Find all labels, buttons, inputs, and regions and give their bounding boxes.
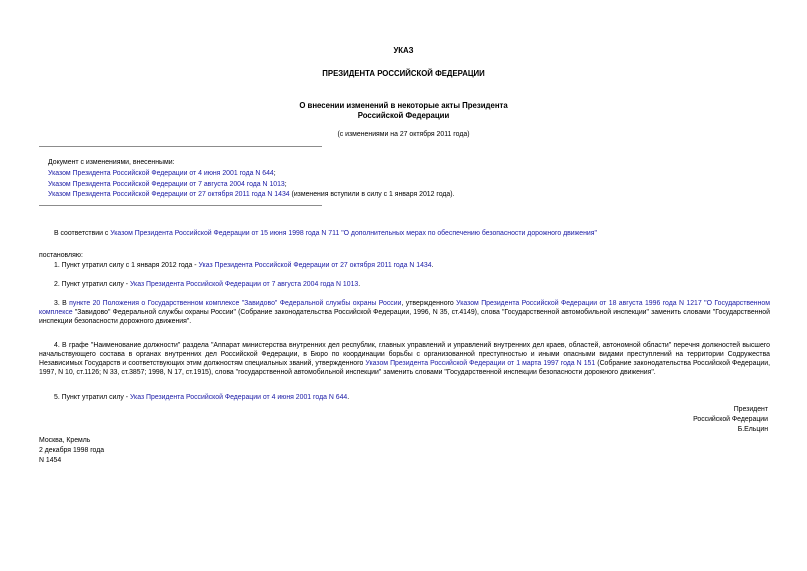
- divider-bottom: [39, 205, 322, 206]
- changes-intro: Документ с изменениями, внесенными:: [48, 159, 175, 166]
- paragraph-2: 2. Пункт утратил силу - Указ Президента Российской Федерации от 7 августа 2004 года N 1013.: [54, 281, 361, 288]
- paragraph-1: 1. Пункт утратил силу с 1 января 2012 года - Указ Президента Российской Федерации от 27 октября 2011 года N 1434.: [54, 262, 434, 269]
- paragraph-3-link-1[interactable]: пункте 20 Положения о Государственном комплексе "Завидово" Федеральной службы охраны России: [69, 300, 402, 307]
- subject-line-1: О внесении изменений в некоторые акты Президента: [299, 101, 508, 110]
- decree-heading: УКАЗ: [393, 46, 414, 55]
- paragraph-5-link[interactable]: Указ Президента Российской Федерации от 4 июня 2001 года N 644: [129, 394, 348, 401]
- paragraph-3: 3. В пункте 20 Положения о Государственном комплексе "Завидово" Федеральной службы охраны России, утвержденного Указом Президента Российской Федерации от 18 августа 1996 года N 1217 "О Государственном комплексе "Завидово" Федеральной службы охраны России" (Собрание законодательства Российской Федерации, 1996, N 35, ст.4149), слова "Государственной автомобильной инспекции" заменить словами "Государственной инспекции безопасности дорожного движения".: [39, 300, 770, 325]
- decree-number: N 1454: [39, 457, 62, 464]
- preamble: В соответствии с Указом Президента Российской Федерации от 15 июня 1998 года N 711 "О дополнительных мерах по обеспечению безопасности дорожного движения": [54, 230, 597, 237]
- signing-date: 2 декабря 1998 года: [39, 447, 105, 454]
- subject-line-2: Российской Федерации: [357, 111, 450, 120]
- paragraph-4: 4. В графе "Наименование должности" раздела "Аппарат министерства внутренних дел республик, главных управлений и управлений внутренних дел краев, областей, автономной области" перечня должностей высшего начальствующего состава в органах внутренних дел Российской Федерации, в Бюро по координации борьбы с организованной преступностью и иными опасными видами преступлений на территории Содружества Независимых Государств и соответствующих этим должностям специальных званий, утвержденного Указом Президента Российской Федерации от 1 марта 1997 года N 151 (Собрание законодательства Российской Федерации, 1997, N 10, ст.1126; N 33, ст.3857; 1998, N 17, ст.1915), слова "государственной автомобильной инспекции" заменить словами "Государственной инспекции безопасности дорожного движения".: [39, 342, 771, 376]
- paragraph-3-link-2[interactable]: Указом Президента Российской Федерации от 18 августа 1996 года N 1217 "О Государственном комплексе: [39, 300, 770, 316]
- paragraph-4-link[interactable]: Указом Президента Российской Федерации от 1 марта 1997 года N 151: [365, 360, 596, 367]
- signature-org: Российской Федерации: [693, 416, 768, 423]
- change-item: Указом Президента Российской Федерации от 7 августа 2004 года N 1013;: [48, 181, 287, 188]
- paragraph-5: 5. Пункт утратил силу - Указ Президента Российской Федерации от 4 июня 2001 года N 644.: [54, 394, 350, 401]
- change-item: Указом Президента Российской Федерации от 27 октября 2011 года N 1434 (изменения вступили в силу с 1 января 2012 года).: [48, 191, 455, 198]
- signing-place: Москва, Кремль: [39, 437, 91, 444]
- paragraph-2-link[interactable]: Указ Президента Российской Федерации от 7 августа 2004 года N 1013: [129, 281, 359, 288]
- resolve-word: постановляю:: [39, 252, 83, 259]
- preamble-link[interactable]: Указом Президента Российской Федерации от 15 июня 1998 года N 711: [110, 230, 340, 237]
- change-link[interactable]: Указом Президента Российской Федерации от 4 июня 2001 года N 644: [48, 170, 274, 177]
- issuer-heading: ПРЕЗИДЕНТА РОССИЙСКОЙ ФЕДЕРАЦИИ: [322, 69, 485, 78]
- change-link[interactable]: Указом Президента Российской Федерации от 27 октября 2011 года N 1434: [48, 191, 290, 198]
- change-item: Указом Президента Российской Федерации от 4 июня 2001 года N 644;: [48, 170, 276, 177]
- amendment-note: (с изменениями на 27 октября 2011 года): [337, 131, 470, 138]
- signature-name: Б.Ельцин: [737, 426, 768, 433]
- change-link[interactable]: Указом Президента Российской Федерации от 7 августа 2004 года N 1013: [48, 181, 285, 188]
- signature-title: Президент: [733, 406, 768, 413]
- paragraph-1-link[interactable]: Указ Президента Российской Федерации от 27 октября 2011 года N 1434: [198, 262, 432, 269]
- preamble-link-title[interactable]: "О дополнительных мерах по обеспечению безопасности дорожного движения": [339, 230, 597, 237]
- divider-top: [39, 146, 322, 147]
